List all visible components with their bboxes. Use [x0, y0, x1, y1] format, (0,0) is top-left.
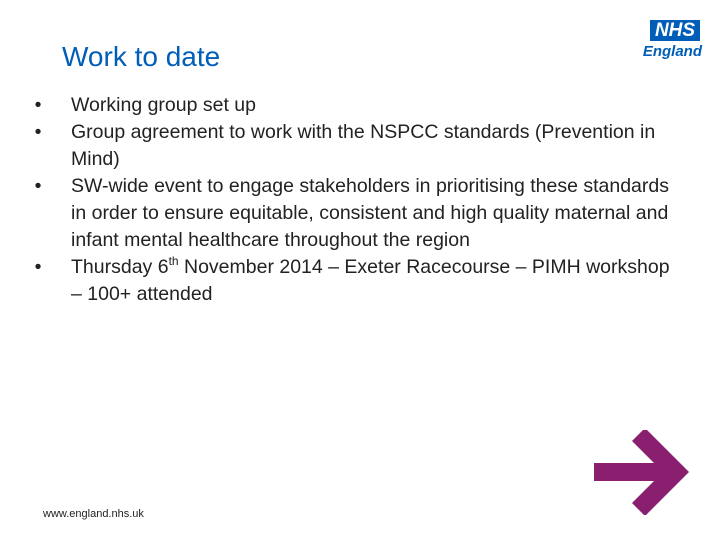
bullet-item [28, 92, 678, 119]
bullet-text-after: November 2014 – Exeter Racecourse – PIMH workshop – 100+ attended [71, 256, 670, 305]
bullet-text-before: Thursday 6 [71, 256, 169, 278]
bullet-marker: • [34, 175, 42, 197]
bullet-text: Group agreement to work with the NSPCC standards (Prevention in Mind) [71, 121, 656, 170]
nhs-england-logo [636, 20, 702, 65]
nhs-logo-box: NHS [650, 20, 700, 41]
arrow-right-icon[interactable] [592, 430, 702, 515]
bullet-item [28, 119, 678, 173]
bullet-list [28, 92, 678, 308]
bullet-marker: • [34, 256, 42, 278]
bullet-text: Working group set up [71, 94, 256, 116]
bullet-text: SW-wide event to engage stakeholders in prioritising these standards in order to ensure equitable, consistent and high quality maternal and infant mental healthcare throughout the region [71, 175, 669, 251]
slide-title: Work to date [62, 41, 221, 72]
footer-url: www.england.nhs.uk [43, 508, 144, 520]
bullet-item [28, 173, 678, 254]
bullet-superscript: th [168, 254, 179, 268]
bullet-marker: • [34, 94, 42, 116]
bullet-marker: • [34, 121, 42, 143]
bullet-item [28, 254, 678, 308]
nhs-logo-region: England [642, 43, 702, 60]
